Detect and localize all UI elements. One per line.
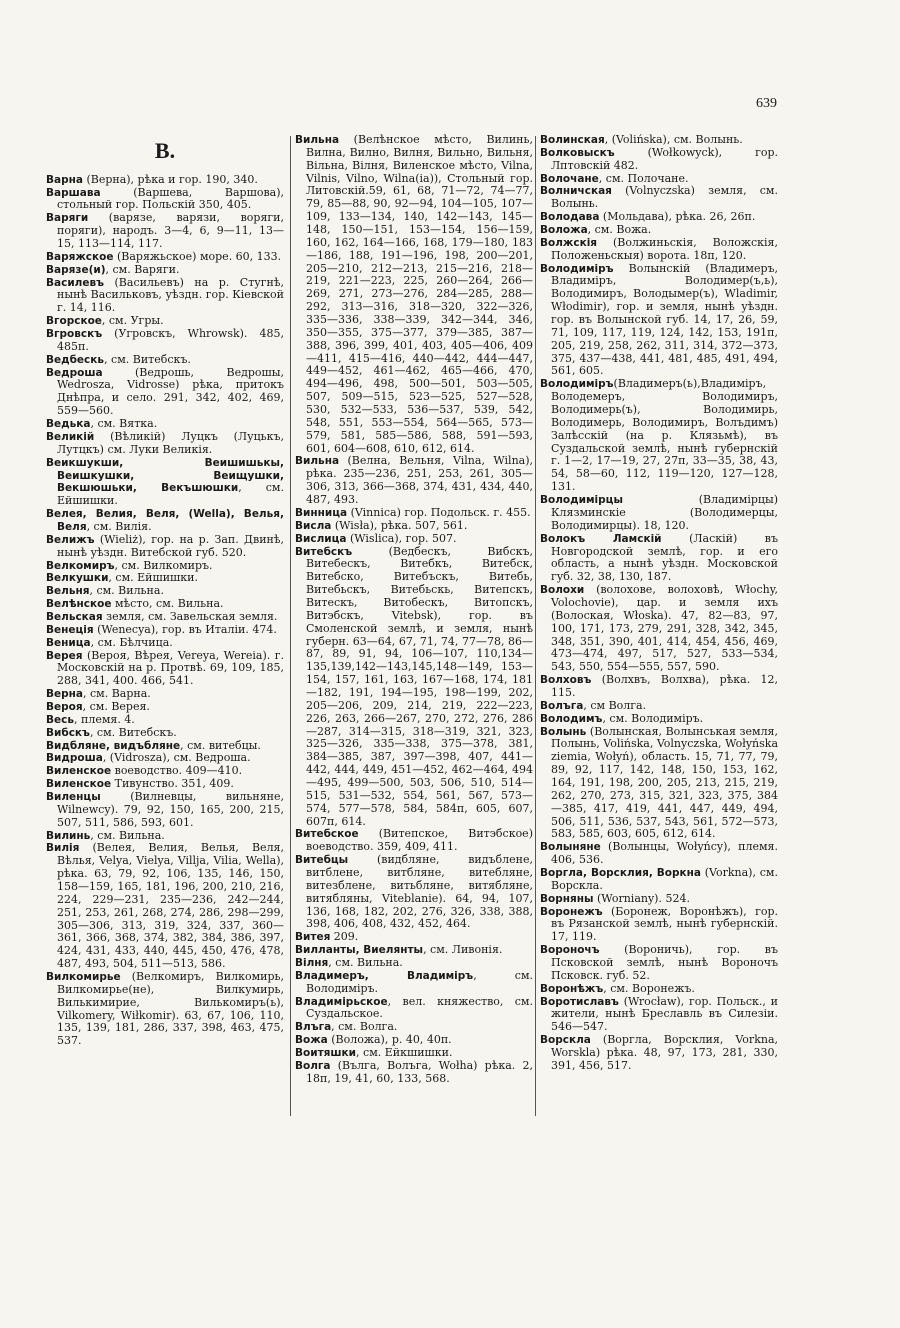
entry-text: (Волхвъ, Волхва), рѣка. 12, 115. bbox=[551, 673, 778, 699]
entry-text: (Васильевъ) на р. Стугнѣ, нынѣ Васильковъ, уѣздн. гор. Кіевской г. 14, 116. bbox=[57, 275, 284, 315]
entry-headword: Володимірцы bbox=[540, 494, 623, 507]
index-entry bbox=[295, 455, 533, 506]
entry-headword: Вибскъ bbox=[46, 726, 90, 739]
entry-text: (Владимірцы) Клязминскіе (Володимерцы, Володимирцы). 18, 120. bbox=[551, 493, 778, 532]
entry-headword: Вилія bbox=[46, 842, 80, 855]
entry-headword: Варяги bbox=[46, 212, 89, 225]
entry-text: (Ведрошь, Ведрошы, Wedrosza, Vidrosse) рѣка, притокъ Днѣпра, и село. 291, 342, 402, 469, 559—560. bbox=[57, 365, 284, 418]
index-entry bbox=[46, 650, 284, 689]
index-entry bbox=[540, 906, 778, 945]
entry-headword: Витея bbox=[295, 931, 331, 944]
entry-headword: Велкушки bbox=[46, 572, 109, 585]
entry-headword: Воргла, Ворсклия, Воркна bbox=[540, 866, 701, 879]
entry-headword: Вилинь bbox=[46, 829, 91, 842]
index-entry bbox=[46, 842, 284, 971]
entry-headword: Воронѣжъ bbox=[540, 982, 604, 995]
entry-headword: Волинская bbox=[540, 134, 605, 146]
entry-headword: Вожа bbox=[295, 1034, 328, 1047]
entry-text: (Wisła), рѣка. 507, 561. bbox=[331, 518, 468, 532]
entry-text: (Vinnica) гор. Подольск. г. 455. bbox=[347, 505, 531, 519]
entry-text: , см. Володиміръ. bbox=[306, 968, 533, 995]
entry-headword: Варязе(и) bbox=[46, 263, 106, 276]
entry-text: , см. Ейкшишки. bbox=[356, 1046, 453, 1060]
entry-headword: Весь bbox=[46, 713, 74, 726]
entry-headword: Велея, Велия, Веля, (Wella), Велья, Веля bbox=[46, 508, 284, 533]
index-entry bbox=[46, 187, 284, 213]
entry-headword: Веикшукши, Веишишькы, Веишкушки, Веищушки, Векшюшьки, Векъшюшки bbox=[46, 456, 284, 495]
entry-headword: Вельня bbox=[46, 585, 90, 598]
entry-text: , см. Вильна. bbox=[90, 828, 165, 842]
index-entry bbox=[46, 508, 284, 534]
entry-headword: Вілня bbox=[295, 957, 329, 969]
entry-text: (Велкомиръ, Вилкомирь, Вилкомирье(не), Вилкумирь, Вилькимирие, Вилькомиръ(ь), Vilkomery, Wiłkomir). 63, 67, 106, 110, 135, 139, 181, 286, 337, 398, 463, 475, 537. bbox=[57, 970, 284, 1048]
entry-text: , см. Ливонія. bbox=[423, 943, 503, 957]
index-entry bbox=[295, 546, 533, 829]
index-entry bbox=[46, 431, 284, 457]
index-entry bbox=[295, 854, 533, 931]
index-entry bbox=[540, 237, 778, 263]
entry-text: , см. Бѣлчица. bbox=[90, 635, 173, 649]
entry-text: (Вилневцы, вильняне, Wilnewcy). 79, 92, 150, 165, 200, 215, 507, 511, 586, 593, 601. bbox=[57, 789, 284, 829]
entry-headword: Волъга bbox=[540, 699, 584, 712]
entry-headword: Варяжское bbox=[46, 250, 114, 263]
entry-text: 209. bbox=[330, 930, 359, 944]
entry-text: , см. Вилкомиръ. bbox=[114, 558, 213, 572]
entry-headword: Волковыскъ bbox=[540, 146, 615, 159]
entry-text: , см. Варяги. bbox=[105, 262, 180, 276]
entry-text: , см. Вильна. bbox=[328, 956, 403, 969]
entry-text: , см Волга. bbox=[583, 698, 647, 712]
index-entry bbox=[540, 867, 778, 893]
entry-headword: Володиміръ bbox=[540, 378, 614, 391]
entry-text: , см. Вилія. bbox=[86, 519, 152, 533]
index-entry bbox=[540, 185, 778, 211]
entry-headword: Владимірьское bbox=[295, 995, 388, 1008]
entry-headword: Верея bbox=[46, 649, 83, 662]
entry-text: , см. Витебскъ. bbox=[104, 352, 191, 366]
entry-text: (Wieliż), гор. на р. Зап. Двинѣ, нынѣ уѣздн. Витебской губ. 520. bbox=[57, 532, 284, 559]
index-entry bbox=[295, 996, 533, 1022]
entry-text: (Wenecya), гор. въ Италіи. 474. bbox=[93, 622, 277, 636]
index-entry bbox=[540, 494, 778, 533]
entry-headword: Велѣнское bbox=[46, 598, 112, 611]
index-entry bbox=[540, 378, 778, 494]
entry-headword: Видроша bbox=[46, 752, 103, 765]
index-entry bbox=[46, 534, 284, 560]
column-2 bbox=[295, 134, 533, 1086]
section-letter: В. bbox=[154, 138, 176, 163]
entry-headword: Варшава bbox=[46, 186, 101, 199]
entry-text: (Ведбескъ, Вибскъ, Витебескъ, Витебкъ, Витебск, Витебско, Витебъскъ, Витебь, Витебьскъ, Витебьскь, Витепскъ, Витескъ, Витобескъ, Витопскъ, Витэбскъ, Vitebsk), гор. въ Смоленской землѣ, и земля, нынѣ губерн. 63—64, 67, 71, 74, 77—78, 86—87, 89, 91, 94, 106—107, 110,134—135,139,142—143,145,148—149, 153—154, 157, 161, 163, 167—168, 174, 181—182, 191, 194—195, 198—199, 202, 205—206, 209, 214, 219, 222—223, 226, 263, 266—267, 270, 272, 276, 286—287, 314—315, 318—319, 321, 323, 325—326, 335—338, 375—378, 381, 384—385, 387, 397—398, 407, 441—442, 444, 449, 451—452, 462—464, 494—495, 499—500, 503, 506, 510, 514—515, 531—532, 554, 561, 567, 573—574, 577—578, 584, 584п, 605, 607, 607п, 614. bbox=[306, 544, 533, 828]
entry-text: , см. Воронежъ. bbox=[603, 981, 695, 995]
entry-headword: Воложа bbox=[540, 224, 588, 237]
entry-headword: Вильна bbox=[295, 134, 340, 146]
entry-text: (Велея, Велия, Велья, Веля, Вѣлья, Velya, Vielya, Villja, Vilia, Wella), рѣка. 63, 79, 92, 106, 135, 146, 150, 158—159, 165, 181, 196, 200, 210, 216, 224, 229—231, 235—236, 242—244, 251, 253, 261, 268, 274, 286, 298—299, 305—306, 313, 319, 324, 337, 360—361, 366, 368, 374, 382, 384, 386, 397, 424, 431, 433, 440, 445, 450, 476, 478, 487, 493, 504, 511—513, 586. bbox=[57, 841, 284, 971]
entry-headword: Винница bbox=[295, 506, 348, 519]
entry-text: (Мольдава), рѣка. 26, 26п. bbox=[599, 210, 756, 224]
entry-text: , см. Вожа. bbox=[587, 223, 652, 237]
entry-headword: Володиміръ bbox=[540, 262, 614, 275]
entry-text: , см. Вятка. bbox=[90, 417, 158, 431]
entry-headword: Витебскъ bbox=[295, 545, 353, 558]
entry-text: мѣсто, см. Вильна. bbox=[111, 597, 224, 611]
entry-headword: Вислица bbox=[295, 532, 347, 545]
entry-headword: Ведбескь bbox=[46, 353, 105, 366]
index-entry bbox=[540, 996, 778, 1035]
entry-text: (Велѣнское мѣсто, Вилинь, Вилна, Вилно, Вилня, Вильно, Вильня, Вільна, Вілня, Виленское мѣсто, Vilna, Vilnis, Vilno, Wilna(ia)), Стольный гор. Литовскій.59, 61, 68, 71—72, 74—77, 79, 85—88, 90, 92—94, 104—105, 107—109, 133—134, 140, 142—143, 145—148, 150—151, 153—154, 156—159, 160, 162, 164—166, 168, 179—180, 183—186, 188, 191—196, 198, 200—201, 205—210, 212—213, 215—216, 218—219, 221—223, 225, 260—264, 266—269, 271, 273—276, 284—285, 288—292, 313—316, 318—320, 322—326, 335—336, 338—339, 342—344, 346, 350—355, 375—377, 379—385, 387—388, 396, 399, 401, 403, 405—406, 409—411, 415—416, 440—442, 444—447, 449—452, 461—462, 465—466, 470, 494—496, 498, 500—501, 503—505, 507, 509—515, 523—525, 527—528, 530, 532—533, 536—537, 539, 542, 548, 551, 553—554, 564—565, 573—579, 581, 585—586, 588, 591—593, 601, 604—608, 610, 612, 614. bbox=[306, 133, 533, 455]
entry-text: , (Volińska), см. Волынь. bbox=[604, 133, 743, 146]
entry-headword: Воротиславъ bbox=[540, 995, 619, 1008]
entry-text: , племя. 4. bbox=[74, 712, 135, 726]
entry-headword: Вилкомирье bbox=[46, 971, 121, 984]
entry-headword: Владимеръ, Владиміръ bbox=[295, 969, 474, 982]
index-entry bbox=[46, 212, 284, 251]
entry-text: (волохове, волоховѣ, Włochy, Volochovie), цар. и земля ихъ (Волоская, Włoska). 47, 82—83, 97, 100, 171, 173, 279, 291, 328, 342, 345, 348, 351, 390, 401, 414, 454, 456, 469, 473—474, 497, 517, 527, 533—534, 543, 550, 554—555, 557, 590. bbox=[551, 583, 778, 674]
entry-text: , см. витебцы. bbox=[180, 738, 261, 752]
entry-text: , (Vidrosza), см. Ведроша. bbox=[102, 751, 251, 765]
entry-text: Волынскій (Владимеръ, Владиміръ, Володимер(ъ,ь), Володимиръ, Володымер(ъ), Wladimir, Włodimir), гор. и земля, нынѣ уѣздн. гор. въ Волынской губ. 14, 17, 26, 59, 71, 109, 117, 119, 124, 142, 153, 191п, 205, 219, 258, 262, 311, 314, 372—373, 375, 437—438, 441, 481, 485, 491, 494, 561, 605. bbox=[551, 261, 778, 378]
entry-text: , см. Ейшишки. bbox=[108, 571, 198, 585]
entry-headword: Виленское bbox=[46, 765, 112, 778]
index-entry bbox=[46, 572, 284, 585]
entry-headword: Воронежъ bbox=[540, 905, 603, 918]
entry-headword: Воитяшки bbox=[295, 1047, 357, 1060]
entry-headword: Волынь bbox=[540, 725, 587, 738]
entry-headword: Велкомиръ bbox=[46, 559, 115, 572]
entry-headword: Волыняне bbox=[540, 841, 601, 854]
entry-text: (Витепское, Витэбское) воеводство. 359, 409, 411. bbox=[306, 827, 533, 854]
index-entry bbox=[540, 263, 778, 379]
entry-text: (Volnyczska) земля, см. Волынь. bbox=[551, 184, 778, 211]
index-entry bbox=[295, 1060, 533, 1086]
entry-text: (Вороничь), гор. въ Псковской землѣ, нынѣ Вороночъ Псковск. губ. 52. bbox=[551, 943, 778, 982]
index-entry bbox=[540, 1034, 778, 1073]
entry-text: (Воргла, Ворсклия, Vorkna, Worskla) рѣка. 48, 97, 173, 281, 330, 391, 456, 517. bbox=[551, 1033, 778, 1072]
index-entry bbox=[46, 457, 284, 508]
entry-text: , см. Угры. bbox=[101, 314, 164, 328]
entry-headword: Ведроша bbox=[46, 366, 103, 379]
entry-text: , см. Володиміръ. bbox=[602, 711, 704, 725]
index-entry bbox=[46, 791, 284, 830]
entry-headword: Вилланты, Виелянты bbox=[295, 944, 424, 957]
entry-text: (Wislica), гор. 507. bbox=[346, 531, 457, 545]
index-entry bbox=[540, 584, 778, 674]
index-entry bbox=[540, 944, 778, 983]
entry-headword: Верна bbox=[46, 688, 83, 701]
index-entry bbox=[46, 971, 284, 1048]
entry-text: , см. Волга. bbox=[331, 1020, 398, 1034]
entry-headword: Висла bbox=[295, 519, 332, 532]
index-entry bbox=[46, 277, 284, 316]
entry-headword: Володава bbox=[540, 211, 600, 224]
entry-headword: Василевъ bbox=[46, 276, 105, 289]
entry-text: (варязе, варязи, воряги, поряги), народъ. 3—4, 6, 9—11, 13—15, 113—114, 117. bbox=[57, 211, 284, 251]
entry-text: (Вѣликій) Луцкъ (Луцькъ, Лутцкъ) см. Луки Великія. bbox=[57, 429, 284, 456]
entry-text: (Wrocław), гор. Польск., и жители, нынѣ Бреславль въ Силезіи. 546—547. bbox=[551, 994, 778, 1034]
entry-headword: Ворскла bbox=[540, 1034, 591, 1047]
entry-headword: Венеція bbox=[46, 623, 94, 636]
entry-text: , вел. княжество, см. Суздальское. bbox=[306, 994, 533, 1021]
entry-text: (Верна), рѣка и гор. 190, 340. bbox=[82, 172, 258, 186]
entry-headword: Витебское bbox=[295, 828, 359, 841]
entry-text: (Угровскъ, Whrowsk). 485, 485п. bbox=[57, 327, 284, 353]
entry-text: (Vorkna), см. Ворскла. bbox=[551, 865, 778, 892]
entry-text: (Варшева, Варшова), стольный гор. Польскій 350, 405. bbox=[57, 185, 284, 212]
entry-text: , см. Варна. bbox=[82, 687, 151, 701]
entry-headword: Виленцы bbox=[46, 790, 101, 803]
entry-text: , см. Вильна. bbox=[89, 584, 164, 598]
entry-headword: Велижъ bbox=[46, 533, 95, 546]
entry-headword: Вороночъ bbox=[540, 944, 600, 957]
index-entry bbox=[540, 841, 778, 867]
entry-text: (Боронеж, Воронѣжъ), гор. въ Рязанской землѣ, нынѣ губернскій. 17, 119. bbox=[551, 904, 778, 944]
entry-headword: Великій bbox=[46, 430, 95, 443]
entry-headword: Вельская bbox=[46, 610, 103, 623]
index-entry bbox=[540, 211, 778, 224]
entry-text: , см. Верея. bbox=[82, 699, 150, 713]
entry-text: , см. Ейшишки. bbox=[57, 481, 284, 508]
entry-headword: Вильна bbox=[295, 455, 340, 468]
entry-text: земля, см. Завельская земля. bbox=[102, 609, 278, 623]
entry-headword: Волочане bbox=[540, 172, 599, 185]
entry-headword: Вероя bbox=[46, 700, 83, 713]
entry-text: (Вероя, Вѣрея, Vereya, Wereia). г. Московскій на р. Протвѣ. 69, 109, 185, 288, 341, 400. 466, 541. bbox=[57, 648, 284, 688]
entry-headword: Волокъ Ламскій bbox=[540, 532, 662, 545]
entry-text: (Волынская, Волынськая земля, Полынь, Volińska, Volnyczska, Wołyńska ziemia, Wołyń), область. 15, 71, 77, 79, 89, 92, 117, 142, 148, 150, 153, 162, 164, 191, 198, 200, 205, 213, 215, 219, 262, 270, 273, 315, 321, 323, 375, 384—385, 417, 419, 441, 447, 449, 494, 506, 511, 536, 537, 543, 561, 572—573, 583, 585, 603, 605, 612, 614. bbox=[551, 724, 778, 841]
entry-text: (Волжиньскія, Воложскія, Положеньскыя) ворота. 18п, 120. bbox=[551, 235, 778, 262]
entry-text: (Воложа), р. 40, 40п. bbox=[327, 1033, 452, 1047]
entry-headword: Волжскія bbox=[540, 236, 598, 249]
entry-headword: Влъга bbox=[295, 1021, 332, 1034]
entry-text: , см. Витебскъ. bbox=[89, 725, 177, 739]
index-entry bbox=[540, 147, 778, 173]
entry-headword: Володимъ bbox=[540, 712, 603, 725]
entry-text: , см. Полочане. bbox=[598, 171, 689, 185]
entry-text: (видбляне, видъблене, витблене, витбляне, витебляне, витезблене, витьбляне, витябляне, витябляны, Viteblanie). 64, 94, 107, 136, 168, 182, 202, 276, 326, 338, 388, 398, 406, 408, 432, 452, 464. bbox=[306, 853, 533, 931]
entry-text: (Варяжьское) море. 60, 133. bbox=[113, 249, 282, 263]
entry-text: (Вълга, Волъга, Wołha) рѣка. 2, 18п, 19, 41, 60, 133, 568. bbox=[306, 1058, 533, 1085]
entry-headword: Витебцы bbox=[295, 854, 349, 867]
entry-text: (Wołkowyck), гор. Лптовскій 482. bbox=[551, 145, 778, 172]
page-number: 639 bbox=[756, 96, 777, 111]
index-entry bbox=[46, 367, 284, 418]
entry-headword: Волничская bbox=[540, 185, 612, 198]
index-entry bbox=[295, 970, 533, 996]
entry-headword: Вгорское bbox=[46, 315, 102, 328]
entry-headword: Варна bbox=[46, 173, 83, 186]
entry-text: Тивунство. 351, 409. bbox=[111, 777, 234, 791]
entry-text: (Ласкій) въ Новгородской землѣ, гор. и его область, а нынѣ уѣздн. Московской губ. 32, 38, 130, 187. bbox=[551, 531, 778, 584]
entry-headword: Ведька bbox=[46, 418, 91, 431]
entry-text: (Велна, Вельня, Vilna, Wilna), рѣка. 235—236, 251, 253, 261, 305—306, 313, 366—368, 374, 431, 434, 440, 487, 493. bbox=[306, 454, 533, 507]
entry-text: (Worniany). 524. bbox=[593, 891, 690, 905]
entry-headword: Веница bbox=[46, 636, 91, 649]
index-entry bbox=[295, 828, 533, 854]
index-entry bbox=[295, 134, 533, 455]
entry-headword: Волохи bbox=[540, 584, 585, 597]
column-3 bbox=[540, 134, 778, 1073]
column-1 bbox=[46, 134, 284, 1048]
entry-headword: Вгровскъ bbox=[46, 328, 103, 341]
entry-text: воеводство. 409—410. bbox=[111, 764, 243, 778]
index-entry bbox=[540, 533, 778, 584]
entry-headword: Волховъ bbox=[540, 674, 592, 687]
entry-text: (Волынцы, Wołyńcy), племя. 406, 536. bbox=[551, 840, 778, 867]
entry-headword: Волга bbox=[295, 1059, 331, 1072]
index-entry bbox=[46, 328, 284, 354]
index-entry bbox=[540, 726, 778, 842]
entry-headword: Ворняны bbox=[540, 892, 594, 905]
entry-text: (Владимеръ(ь),Владиміръ, Володемеръ, Володимиръ, Володимерь(ъ), Володимирь, Володимерь, Володимиръ, Волъдимъ) Залѣсскій (на р. Клязьмѣ), въ Суздальской землѣ, нынѣ губернскій г. 1—2, 17—19, 27, 27п, 33—35, 38, 43, 54, 58—60, 112, 119—120, 127—128, 131. bbox=[551, 377, 778, 494]
index-entry bbox=[540, 674, 778, 700]
entry-headword: Видбляне, видъбляне bbox=[46, 739, 181, 752]
entry-headword: Виленское bbox=[46, 778, 112, 791]
